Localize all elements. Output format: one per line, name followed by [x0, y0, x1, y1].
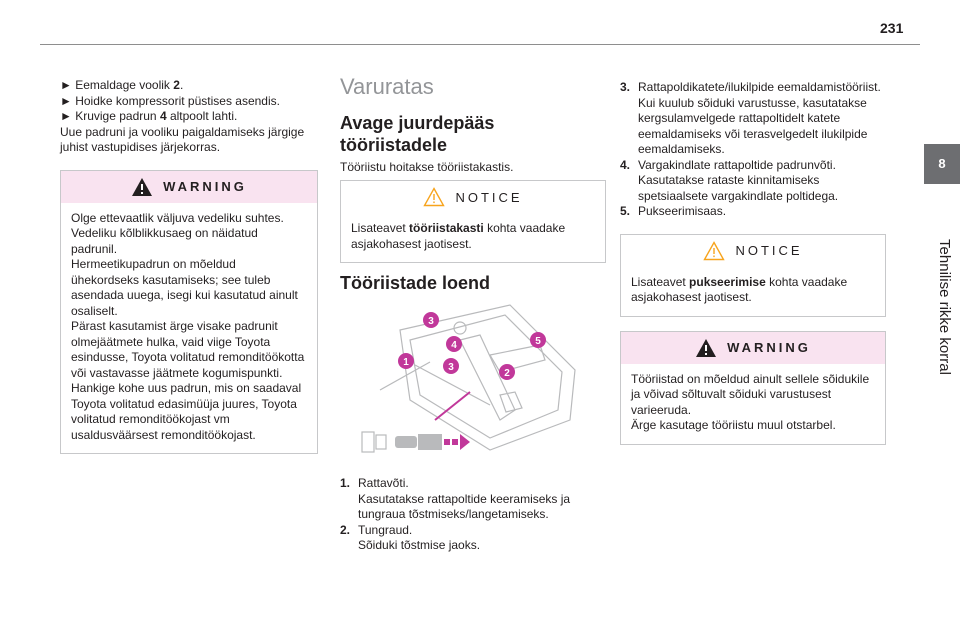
chapter-tab-number: 8 [924, 144, 960, 184]
instruction-line: ► Hoidke kompressorit püstises asendis. [60, 93, 280, 108]
notice-body: Lisateavet tööriistakasti kohta vaadake asjakohasest jaotisest. [351, 221, 566, 251]
warning-text: Tööriistad on mõeldud ainult sellele sõidukile ja võivad sõltuvalt sõiduki varustusest varieeruda. [631, 371, 870, 417]
warning-box [60, 170, 318, 455]
warning-box [620, 331, 886, 445]
warning-body [61, 203, 317, 454]
list-item: 5. Pukseerimisaas. [620, 204, 727, 218]
notice-label: NOTICE [455, 189, 523, 205]
warning-text: Hankige kohe uus padrun, mis on saadaval Toyota volitatud edasimüüja juures, Toyota volitatud remonditöökojast vm usaldusväärsest remonditöökojast. [71, 381, 302, 442]
list-item: 1. Rattavõti. Kasutatakse rattapoltide keeramiseks ja tungraua tõstmiseks/langetamiseks. [340, 476, 571, 521]
subsection-title: Avage juurdepääs tööriistadele [340, 113, 495, 155]
warning-header [621, 332, 885, 364]
warning-text: Vedeliku kõlblikkusaeg on näidatud padrunil. [71, 226, 258, 256]
section-title: Varuratas [340, 74, 434, 99]
warning-text: Pärast kasutamist ärge visake padrunit olmejäätmete hulka, vaid viige Toyota esindusse, Toyota volitatud remonditöökotta või vastavasse jäätmete kogumispunkti. [71, 319, 305, 380]
warning-text: Hermeetikupadrun on mõeldud ühekordseks kasutamiseks; see tuleb asendada uuega, isegi kui kasutatud ainult osaliselt. [71, 257, 298, 318]
double-arrow-icon [444, 434, 470, 450]
warning-label: WARNING [727, 340, 811, 355]
header-divider [40, 44, 920, 45]
warning-text: Ärge kasutage tööriistu muul otstarbel. [631, 418, 836, 432]
instruction-line: ► Eemaldage voolik 2. [60, 78, 184, 92]
list-item: 3. Rattapoldikatete/ilukilpide eemaldamistööriist. Kui kuulub sõiduki varustusse, kasutatakse kergsulamvelgede rattapoltidelt katete eemaldamiseks või terasvelgedelt ilukilpide eemaldamiseks. [620, 80, 881, 156]
tool-list-title: Tööriistade loend [340, 273, 491, 293]
warning-body [621, 364, 885, 444]
callout-number: 5 [535, 336, 541, 347]
warning-text: Olge ettevaatlik väljuva vedeliku suhtes. [71, 210, 284, 225]
instruction-line: ► Kruvige padrun 4 altpoolt lahti. [60, 109, 238, 123]
notice-label: NOTICE [735, 243, 803, 258]
notice-box [340, 180, 606, 263]
tool-list [340, 476, 604, 554]
intro-text: Tööriistu hoitakse tööriistakastis. [340, 160, 514, 174]
callout-number: 3 [448, 362, 454, 373]
warning-header [61, 171, 317, 203]
warning-triangle-icon [131, 177, 153, 197]
column-1 [60, 78, 318, 454]
notice-header [341, 181, 605, 213]
callout-number: 3 [428, 316, 434, 327]
notice-triangle-icon [423, 187, 445, 207]
warning-label: WARNING [163, 179, 247, 194]
list-item: 2. Tungraud. Sõiduki tõstmise jaoks. [340, 522, 481, 552]
chapter-tab-title: Tehnilise rikke korral [936, 239, 953, 375]
list-item: 4. Vargakindlate rattapoltide padrunvõti. Kasutatakse rataste kinnitamiseks spetsiaalsete vargakindlate poltidega. [620, 157, 839, 203]
tool-kit-diagram [340, 300, 580, 470]
notice-triangle-icon [703, 241, 725, 261]
notice-header [621, 235, 885, 267]
notice-body: Lisateavet pukseerimise kohta vaadake asjakohasest jaotisest. [631, 274, 848, 304]
page-number: 231 [880, 20, 904, 36]
callout-number: 1 [403, 357, 409, 368]
callout-number: 2 [504, 368, 510, 379]
warning-triangle-icon [695, 338, 717, 358]
column-3 [620, 80, 886, 445]
instruction-line: Uue padruni ja vooliku paigaldamiseks järgige juhist vastupidises järjekorras. [60, 124, 305, 154]
callout-number: 4 [451, 340, 457, 351]
notice-box [620, 234, 886, 317]
